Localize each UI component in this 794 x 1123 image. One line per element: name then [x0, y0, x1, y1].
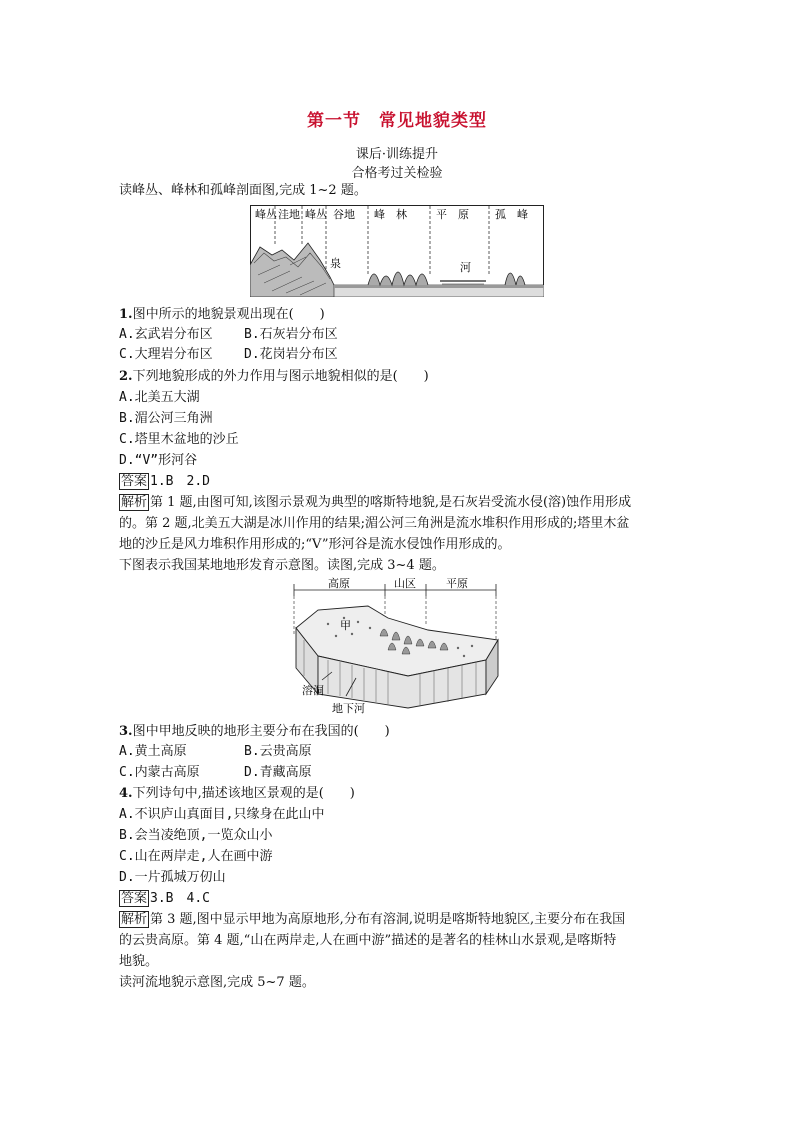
label-mountain: 山区	[394, 577, 416, 590]
analysis-1-2-line1: 解析 第 1 题,由图可知,该图示景观为典型的喀斯特地貌,是石灰岩受流水侵(溶)蚀作用形成	[121, 495, 632, 510]
answer-tag-2: 答案	[121, 891, 148, 906]
analysis-1-2-line2: 的。第 2 题,北美五大湖是冰川作用的结果;湄公河三角洲是流水堆积作用形成的;塔里木盆	[119, 516, 630, 531]
analysis-tag-2: 解析	[121, 912, 148, 927]
option-2a: A.北美五大湖	[119, 390, 200, 405]
question-3: 3.图中甲地反映的地形主要分布在我国的( )	[119, 724, 390, 739]
option-4c: C.山在两岸走,人在画中游	[119, 849, 273, 864]
analysis-3-4-line1: 解析 第 3 题,图中显示甲地为高原地形,分布有溶洞,说明是喀斯特地貌区,主要分布在我国	[121, 912, 626, 927]
option-4d: D.一片孤城万仞山	[119, 870, 226, 885]
option-1d: D.花岗岩分布区	[244, 347, 338, 362]
analysis-3-4-line2: 的云贵高原。第 4 题,“山在两岸走,人在画中游”描述的是著名的桂林山水景观,是喀斯特	[119, 933, 617, 948]
label-cave: 溶洞	[302, 684, 324, 697]
analysis-3-4-line3: 地貌。	[119, 954, 159, 969]
label-underground-river: 地下河	[332, 702, 365, 715]
label-fenglin: 峰 林	[374, 208, 407, 221]
question-1-options-ab	[119, 325, 338, 345]
label-river: 河	[460, 261, 471, 274]
section-subtitle: 课后·训练提升	[355, 147, 439, 162]
option-4a: A.不识庐山真面目,只缘身在此山中	[119, 807, 325, 822]
answer-1-2: 答案 1.B 2.D	[121, 474, 210, 489]
question-3-options-cd	[119, 763, 312, 783]
section-subtitle-2: 合格考过关检验	[351, 166, 443, 181]
label-gudi: 谷地	[333, 208, 355, 221]
option-2b: B.湄公河三角洲	[119, 411, 213, 426]
landform-block-figure	[288, 576, 514, 716]
option-1b: B.石灰岩分布区	[244, 327, 338, 342]
option-1a: A.玄武岩分布区	[119, 327, 213, 342]
label-plain: 平原	[446, 577, 468, 590]
question-4: 4.下列诗句中,描述该地区景观的是( )	[119, 786, 355, 801]
option-3a: A.黄土高原	[119, 744, 187, 759]
option-3c: C.内蒙古高原	[119, 765, 200, 780]
answer-3-4: 答案 3.B 4.C	[121, 891, 210, 906]
label-fengcong-2: 峰丛	[305, 208, 327, 221]
question-3-options-ab	[119, 742, 312, 762]
analysis-1-2-line3: 地的沙丘是风力堆积作用形成的;“V”形河谷是流水侵蚀作用形成的。	[119, 537, 511, 552]
page-title: 第一节 常见地貌类型	[307, 111, 487, 131]
label-fengcong-1: 峰丛	[255, 208, 277, 221]
question-intro-5-7: 读河流地貌示意图,完成 5~7 题。	[119, 975, 315, 990]
question-intro-3-4: 下图表示我国某地地形发育示意图。读图,完成 3~4 题。	[119, 558, 445, 573]
option-2c: C.塔里木盆地的沙丘	[119, 432, 239, 447]
option-3b: B.云贵高原	[244, 744, 312, 759]
option-4b: B.会当凌绝顶,一览众山小	[119, 828, 273, 843]
label-gufeng: 孤 峰	[495, 208, 528, 221]
label-jia: 甲	[340, 619, 351, 632]
question-intro-1-2: 读峰丛、峰林和孤峰剖面图,完成 1~2 题。	[119, 183, 367, 198]
option-1c: C.大理岩分布区	[119, 347, 213, 362]
question-2: 2.下列地貌形成的外力作用与图示地貌相似的是( )	[119, 369, 429, 384]
label-plateau: 高原	[328, 577, 350, 590]
option-2d: D.“V”形河谷	[119, 453, 198, 468]
question-1-options-cd	[119, 345, 338, 365]
question-1: 1.图中所示的地貌景观出现在( )	[119, 307, 325, 322]
analysis-tag: 解析	[121, 495, 148, 510]
option-3d: D.青藏高原	[244, 765, 312, 780]
label-wadi: 洼地	[278, 208, 300, 221]
label-spring: 泉	[330, 257, 341, 270]
answer-tag: 答案	[121, 474, 148, 489]
karst-profile-figure	[250, 205, 544, 297]
label-pingyuan: 平 原	[436, 208, 469, 221]
